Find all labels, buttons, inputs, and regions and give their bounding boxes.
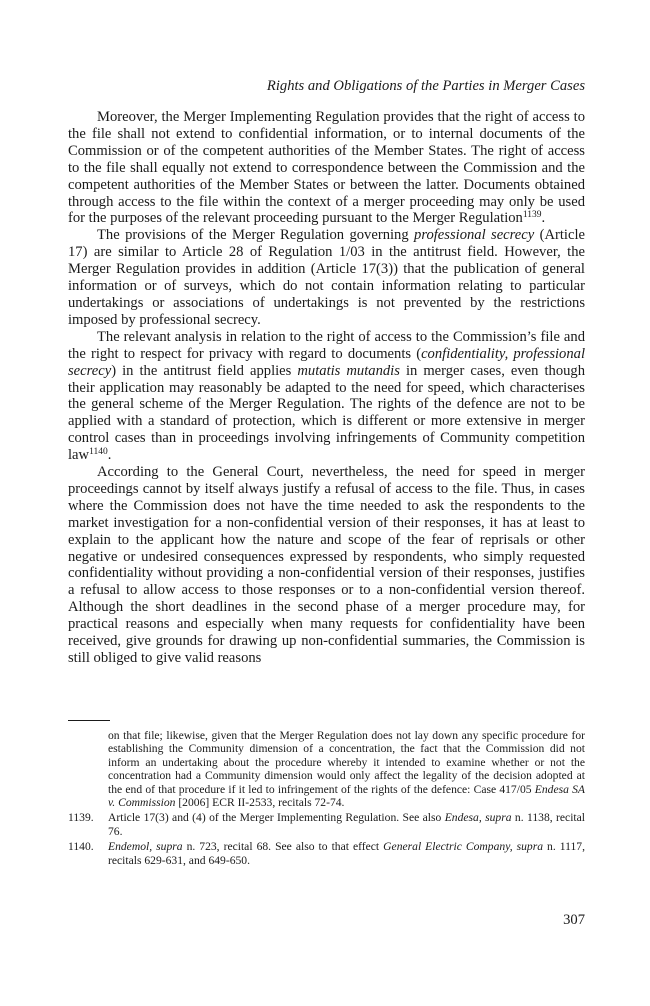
footnote-number: 1140. xyxy=(68,840,94,854)
running-head: Rights and Obligations of the Parties in Merger Cases xyxy=(266,78,585,94)
paragraph-relevant-analysis: The relevant analysis in relation to the right of access to the Commission’s file and the right to respect for privacy with regard to documents (confidentiality, professional secrecy) in the antitrust field applies mutatis mutandis in merger cases, even though their application may reasonably be adapted to the need for speed, which characterises the general scheme of the Merger Regulation. The rights of the defence are not to be applied with a standard of protection, which is different or more extensive in merger control cases than in proceedings involving infringements of Community competition law$^{1140}$. xyxy=(68,328,586,464)
footnote-1139: 1139. Article 17(3) and (4) of the Merger Implementing Regulation. See also Endesa, supra n. 1138, recital 76. xyxy=(68,811,586,838)
paragraph-general-court: According to the General Court, nevertheless, the need for speed in merger proceedings cannot by itself always justify a refusal of access to the file. Thus, in cases where the Commission does not have the time needed to ask the respondents to the market investigation for a non-confidential version of their responses, it has at least to explain to the applicant how the nature and scope of the fear of reprisals or other negative or undesired consequences expressed by respondents, who simply requested confidentiality without providing a non-confidential version of their responses, justifies a refusal to allow access to those responses or to a non-confidential version thereof. Although the short deadlines in the second phase of a merger procedure may, for practical reasons and especially when many requests for confidentiality have been received, give grounds for drawing up non-confidential summaries, the Commission is still obliged to give valid reasons xyxy=(68,464,585,666)
paragraph-professional-secrecy: The provisions of the Merger Regulation governing professional secrecy (Article 17) are similar to Article 28 of Regulation 1/03 in the antitrust field. However, the Merger Regulation provides in addition (Article 17(3)) that the publication of general information or of surveys, which do not contain information relating to particular undertakings or associations of undertakings is not prevented by the restrictions imposed by professional secrecy. xyxy=(68,227,585,328)
footnote-1140: 1140. Endemol, supra n. 723, recital 68. See also to that effect General Electric Company, supra n. 1117, recitals 629-631, and 649-650. xyxy=(68,840,585,867)
footnote-ref-1140: 1140 xyxy=(89,447,108,458)
footnote-number: 1139. xyxy=(68,811,94,825)
page-number: 307 xyxy=(563,912,585,928)
footnotes xyxy=(68,729,585,867)
paragraph-access-to-file: Moreover, the Merger Implementing Regulation provides that the right of access to the file shall not extend to confidential information, or to internal documents of the Commission or of the competent authorities of the Member States. The right of access to the file shall equally not extend to correspondence between the Commission and the competent authorities of the Member States or between the latter. Documents obtained through access to the file within the context of a merger proceeding may only be used for the purposes of the relevant proceeding pursuant to the Merger Regulation$^{1139}$. xyxy=(68,109,585,227)
body-text xyxy=(68,109,585,667)
footnote-separator xyxy=(68,720,110,721)
footnote-ref-1139: 1139 xyxy=(522,210,542,221)
footnote-continued: on that file; likewise, given that the Merger Regulation does not lay down any specific procedure for establishing the Community dimension of a concentration, the fact that the Commission did not inform an undertaking about the procedure whereby it intended to examine whether or not the concentration had a Community dimension would only affect the legality of the decision adopted at the end of that procedure if it led to infringement of the rights of the defence: Case 417/05 Endesa SA v. Commission [2006] ECR II-2533, recitals 72-74. xyxy=(108,729,585,810)
